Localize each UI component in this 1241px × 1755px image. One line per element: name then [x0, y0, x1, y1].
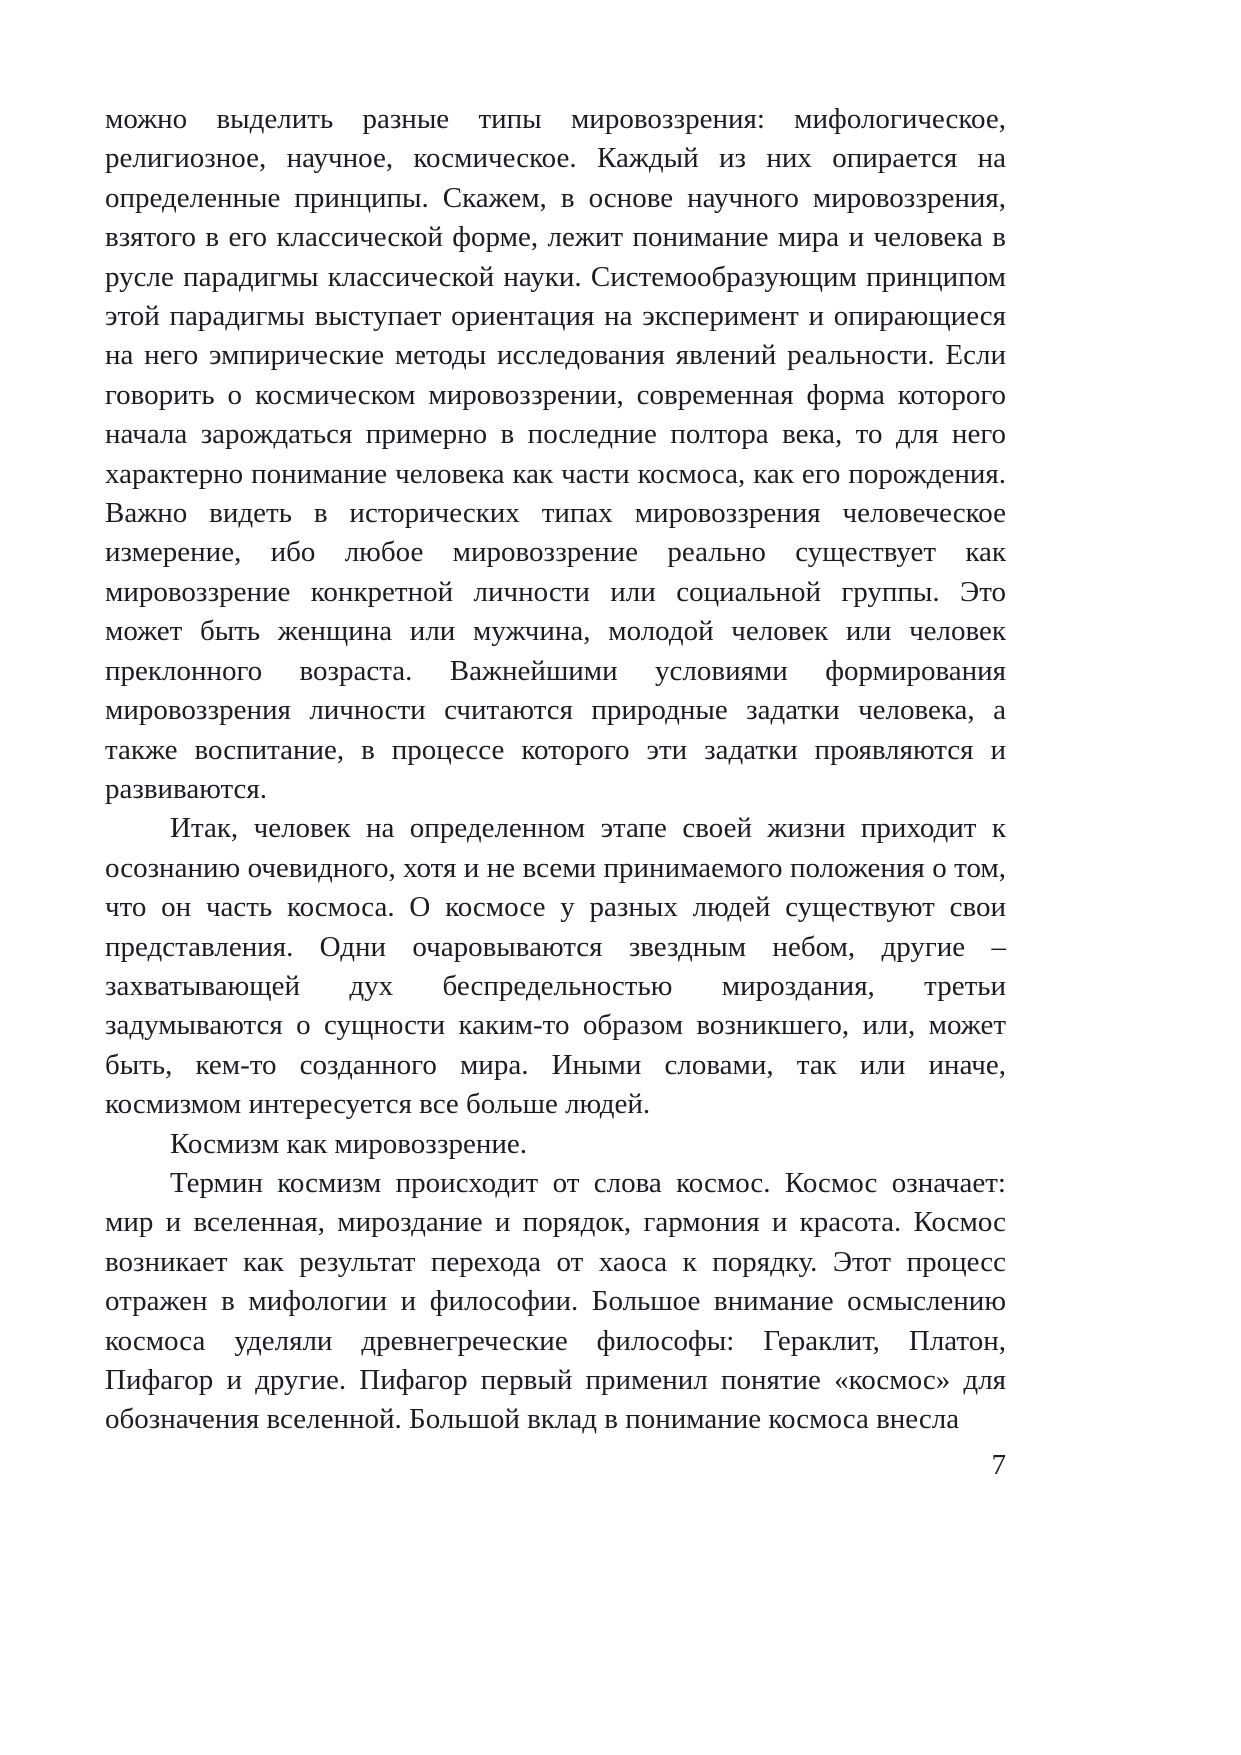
- page-number: 7: [991, 1449, 1006, 1481]
- paragraph-1: можно выделить разные типы мировоззрения: мифологическое, религиозное, научное, космическое. Каждый из них опирается на определенные принципы. Скажем, в основе научного мировоззрения, взятого в его классической форме, лежит понимание мира и человека в русле парадигмы классической науки. Системообразующим принципом этой парадигмы выступает ориентация на эксперимент и опирающиеся на него эмпирические методы исследования явлений реальности. Если говорить о космическом мировоззрении, современная форма которого начала зарождаться примерно в последние полтора века, то для него характерно понимание человека как части космоса, как его порождения. Важно видеть в исторических типах мировоззрения человеческое измерение, ибо любое мировоззрение реально существует как мировоззрение конкретной личности или социальной группы. Это может быть женщина или мужчина, молодой человек или человек преклонного возраста. Важнейшими условиями формирования мировоззрения личности считаются природные задатки человека, а также воспитание, в процессе которого эти задатки проявляются и развиваются.: [105, 103, 1006, 805]
- paragraph-2: Итак, человек на определенном этапе своей жизни приходит к осознанию очевидного, хотя и не всеми принимаемого положения о том, что он часть космоса. О космосе у разных людей существуют свои представления. Одни очаровываются звездным небом, другие – захватывающей дух беспредельностью мироздания, третьи задумываются о сущности каким-то образом возникшего, или, может быть, кем-то созданного мира. Иными словами, так или иначе, космизмом интересуется все больше людей.: [105, 812, 1006, 1121]
- paragraph-3: Космизм как мировоззрение.: [170, 1127, 528, 1160]
- body-text: [105, 100, 1006, 1440]
- paragraph-4: Термин космизм происходит от слова космос. Космос означает: мир и вселенная, мироздание и порядок, гармония и красота. Космос возникает как результат перехода от хаоса к порядку. Этот процесс отражен в мифологии и философии. Большое внимание осмыслению космоса уделяли древнегреческие философы: Гераклит, Платон, Пифагор и другие. Пифагор первый применил понятие «космос» для обозначения вселенной. Большой вклад в понимание космоса внесла: [105, 1166, 1006, 1436]
